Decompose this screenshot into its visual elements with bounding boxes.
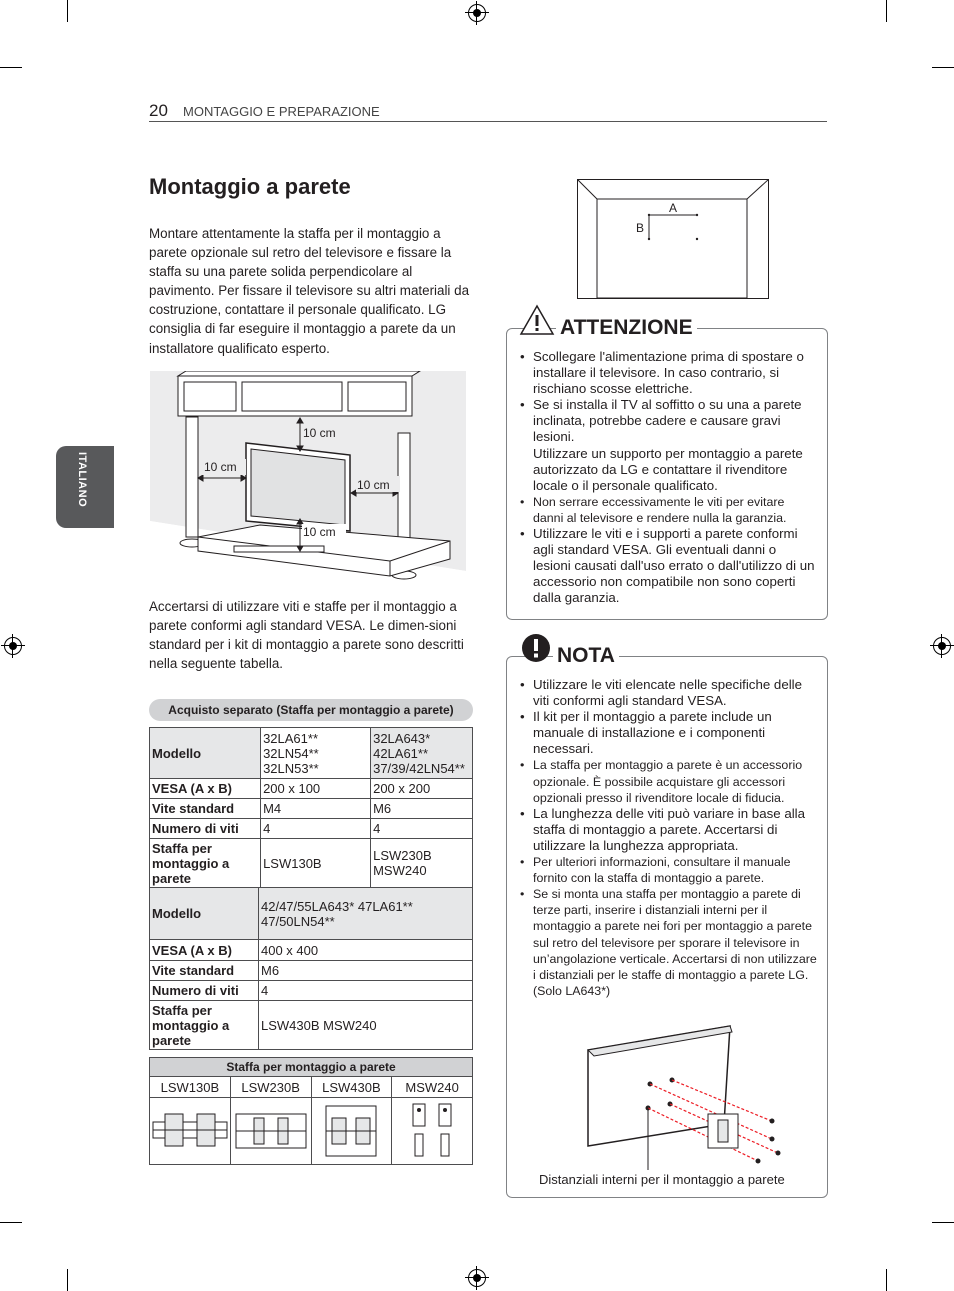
clearance-right-label: 10 cm xyxy=(357,478,390,492)
vesa-cell: 400 x 400 xyxy=(259,940,473,961)
clearance-left-label: 10 cm xyxy=(204,460,237,474)
list-item: • Utilizzare le viti elencate nelle specifiche delle viti conformi agli standard VESA. xyxy=(519,677,817,709)
bracket-name: LSW230B xyxy=(230,1077,311,1098)
spacer-installation-illustration xyxy=(584,1022,784,1170)
spec-table-large xyxy=(149,887,473,1050)
crop-mark xyxy=(67,0,68,22)
model-label: Modello xyxy=(150,888,259,940)
bracket-cell: LSW230B MSW240 xyxy=(371,839,473,888)
bracket-label: Staffa per montaggio a parete xyxy=(150,839,261,888)
spec-table-small xyxy=(149,727,473,888)
screw-count-label: Numero di viti xyxy=(150,981,259,1001)
model-label: Modello xyxy=(150,728,261,779)
registration-mark-icon xyxy=(468,1269,486,1287)
screw-count-label: Numero di viti xyxy=(150,819,261,839)
registration-mark-icon xyxy=(933,637,951,655)
caution-list xyxy=(519,349,817,607)
list-item: • La lunghezza delle viti può variare in base alla staffa di montaggio a parete. Accertarsi di utilizzare la lunghezza appropriata. xyxy=(519,806,817,854)
vesa-label: VESA (A x B) xyxy=(150,940,259,961)
crop-mark xyxy=(932,1222,954,1223)
section-heading: MONTAGGIO E PREPARAZIONE xyxy=(183,104,380,119)
model-cell: 32LA643* 42LA61** 37/39/42LN54** xyxy=(371,728,473,779)
header-divider xyxy=(149,121,827,122)
screw-cell: M6 xyxy=(259,961,473,981)
list-item: • Non serrare eccessivamente le viti per evitare danni al televisore e rendere nulla la garanzia. xyxy=(519,494,817,526)
vesa-ab-diagram xyxy=(577,179,769,299)
screw-cell: M4 xyxy=(261,799,371,819)
bracket-name: MSW240 xyxy=(392,1077,473,1098)
page-number: 20 xyxy=(149,101,168,120)
caution-title: ATTENZIONE xyxy=(556,316,697,340)
bracket-lsw430b-image xyxy=(311,1098,392,1165)
label-b: B xyxy=(636,221,645,235)
spec-table-caption: Acquisto separato (Staffa per montaggio a parete) xyxy=(149,699,473,721)
vesa-cell: 200 x 100 xyxy=(261,779,371,799)
bracket-name: LSW130B xyxy=(150,1077,231,1098)
exclamation-circle-icon xyxy=(521,633,551,663)
list-item: • La staffa per montaggio a parete è un accessorio opzionale. È possibile acquistare gli accessori opzionali presso il rivenditore locale di fiducia. xyxy=(519,757,817,805)
model-cell: 42/47/55LA643* 47LA61** 47/50LN54** xyxy=(259,888,473,940)
clearance-bottom-label: 10 cm xyxy=(303,525,336,539)
spacer-caption: Distanziali interni per il montaggio a parete xyxy=(539,1172,785,1187)
list-item: • Utilizzare le viti e i supporti a parete conformi agli standard VESA. Gli eventuali danni o lesioni causati dall'uso errato o dall'utilizzo di un accessorio non compatibile non sono coperti dalla garanzia. xyxy=(519,526,817,606)
crop-mark xyxy=(886,0,887,22)
label-a: A xyxy=(669,201,678,215)
crop-mark xyxy=(0,67,22,68)
screw-count-cell: 4 xyxy=(261,819,371,839)
language-tab xyxy=(56,446,114,528)
screw-count-cell: 4 xyxy=(371,819,473,839)
list-item: • Per ulteriori informazioni, consultare il manuale fornito con la staffa di montaggio a parete. xyxy=(519,854,817,886)
warning-triangle-icon xyxy=(519,304,555,336)
vesa-paragraph: Accertarsi di utilizzare viti e staffe per il montaggio a parete conformi agli standard VESA. Le dimen-sioni standard per i kit di montaggio a parete sono descritti nella seguente tabella. xyxy=(149,599,464,672)
bracket-table xyxy=(149,1057,473,1165)
bracket-cell: LSW130B xyxy=(261,839,371,888)
page-title: Montaggio a parete xyxy=(149,174,351,199)
note-list xyxy=(519,677,817,999)
vesa-label: VESA (A x B) xyxy=(150,779,261,799)
bracket-cell: LSW430B MSW240 xyxy=(259,1001,473,1050)
intro-paragraph: Montare attentamente la staffa per il montaggio a parete opzionale sul retro del televisore e fissare la staffa su una parete solida perpendicolare al pavimento. Per fissare il televisore su altri materiali da costruzione, contattare il personale qualificato. LG consiglia di far eseguire il montaggio a parete da un installatore qualificato esperto. xyxy=(149,226,470,356)
bracket-label: Staffa per montaggio a parete xyxy=(150,1001,259,1050)
bracket-lsw130b-image xyxy=(150,1098,231,1165)
screw-count-cell: 4 xyxy=(259,981,473,1001)
screw-label: Vite standard xyxy=(150,799,261,819)
list-item-text: Utilizzare un supporto per montaggio a parete autorizzato da LG e contattare il rivenditore locale o il personale qualificato. xyxy=(533,445,803,493)
crop-mark xyxy=(0,1222,22,1223)
list-item xyxy=(519,446,817,494)
vesa-cell: 200 x 200 xyxy=(371,779,473,799)
bracket-name: LSW430B xyxy=(311,1077,392,1098)
screw-cell: M6 xyxy=(371,799,473,819)
bracket-lsw230b-image xyxy=(230,1098,311,1165)
list-item: • Se si installa il TV al soffitto o su una a parete inclinata, potrebbe cadere e causare gravi lesioni. xyxy=(519,397,817,445)
note-title: NOTA xyxy=(553,644,619,668)
wall-clearance-illustration xyxy=(150,371,466,583)
registration-mark-icon xyxy=(468,4,486,22)
list-item: • Il kit per il montaggio a parete include un manuale di installazione e i componenti necessari. xyxy=(519,709,817,757)
crop-mark xyxy=(886,1269,887,1291)
clearance-top-label: 10 cm xyxy=(303,426,336,440)
model-cell: 32LA61** 32LN54** 32LN53** xyxy=(261,728,371,779)
list-item: • Scollegare l'alimentazione prima di spostare o installare il televisore. In caso contrario, si rischiano scosse elettriche. xyxy=(519,349,817,397)
screw-label: Vite standard xyxy=(150,961,259,981)
crop-mark xyxy=(932,67,954,68)
crop-mark xyxy=(67,1269,68,1291)
registration-mark-icon xyxy=(4,637,22,655)
bracket-table-caption: Staffa per montaggio a parete xyxy=(150,1058,473,1077)
bracket-msw240-image xyxy=(392,1098,473,1165)
language-tab-label: ITALIANO xyxy=(76,452,88,508)
list-item: • Se si monta una staffa per montaggio a parete di terze parti, inserire i distanziali interni per il montaggio a parete nei fori per montaggio a parete sul retro del televisore per sporare il televisore in un’angolazione verticale. Accertarsi di non utilizzare i distanziali per le staffe di montaggio a parete LG. (Solo LA643*) xyxy=(519,886,817,999)
